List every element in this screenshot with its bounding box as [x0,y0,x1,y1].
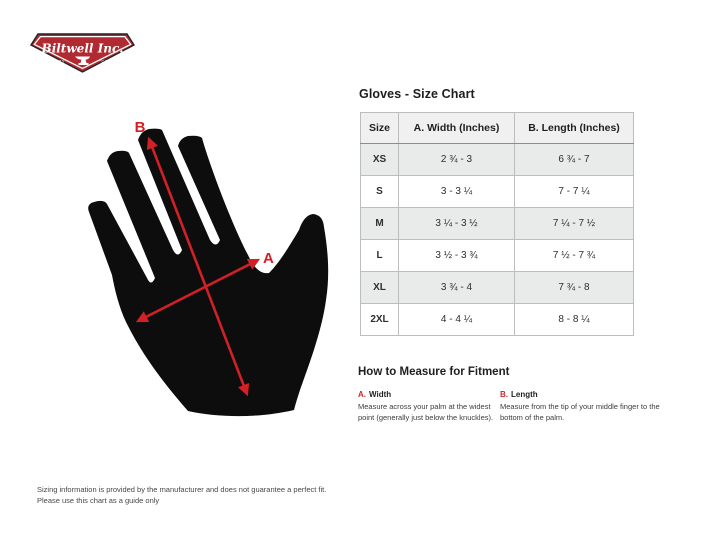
column-header-size: Size [361,113,399,144]
disclaimer-line-1: Sizing information is provided by the manufacturer and does not guarantee a perfect fit. [37,485,327,494]
size-cell: 2XL [361,304,399,336]
size-cell: M [361,208,399,240]
hand-measurement-diagram [85,115,345,425]
length-cell: 8 - 8 ¼ [515,304,634,336]
measure-length-letter: B. [500,390,508,399]
logo-brand-text: Biltwell Inc. [41,41,124,56]
measure-width-letter: A. [358,390,366,399]
measure-width-label: Width [369,390,392,399]
table-row [361,144,634,176]
table-row [361,176,634,208]
how-to-measure-title: How to Measure for Fitment [358,366,510,378]
measure-width-heading [358,390,500,399]
logo-tagline-counts: “COUNTS” [99,59,123,64]
logo-tagline-quality: “QUALITY” [43,59,67,64]
length-arrow-label: B [134,119,146,136]
size-cell: XL [361,272,399,304]
column-header-width: A. Width (Inches) [399,113,515,144]
column-header-length: B. Length (Inches) [515,113,634,144]
measure-length-heading [500,390,662,399]
size-chart-table [360,112,634,336]
width-cell: 3 ¼ - 3 ½ [399,208,515,240]
measure-width-description: Measure across your palm at the widest point (generally just below the knuckles). [358,402,494,422]
width-cell: 4 - 4 ¼ [399,304,515,336]
measure-length-section [500,390,662,423]
table-row [361,208,634,240]
measure-width-section [358,390,500,423]
table-row [361,240,634,272]
width-cell: 3 - 3 ¼ [399,176,515,208]
table-row [361,272,634,304]
disclaimer [37,485,326,507]
disclaimer-line-2: Please use this chart as a guide only [37,495,160,505]
measure-length-description: Measure from the tip of your middle finger to the bottom of the palm. [500,402,660,422]
size-chart-title: Gloves - Size Chart [359,87,475,101]
biltwell-logo [30,32,135,74]
hand-silhouette [88,129,328,416]
width-cell: 3 ¾ - 4 [399,272,515,304]
length-cell: 6 ¾ - 7 [515,144,634,176]
width-cell: 2 ¾ - 3 [399,144,515,176]
length-cell: 7 ¼ - 7 ½ [515,208,634,240]
size-cell: L [361,240,399,272]
table-row [361,304,634,336]
table-header-row [361,113,634,144]
length-cell: 7 - 7 ¼ [515,176,634,208]
length-cell: 7 ½ - 7 ¾ [515,240,634,272]
width-arrow-label: A [263,250,274,267]
size-cell: XS [361,144,399,176]
width-cell: 3 ½ - 3 ¾ [399,240,515,272]
length-cell: 7 ¾ - 8 [515,272,634,304]
size-cell: S [361,176,399,208]
measure-length-label: Length [511,390,538,399]
